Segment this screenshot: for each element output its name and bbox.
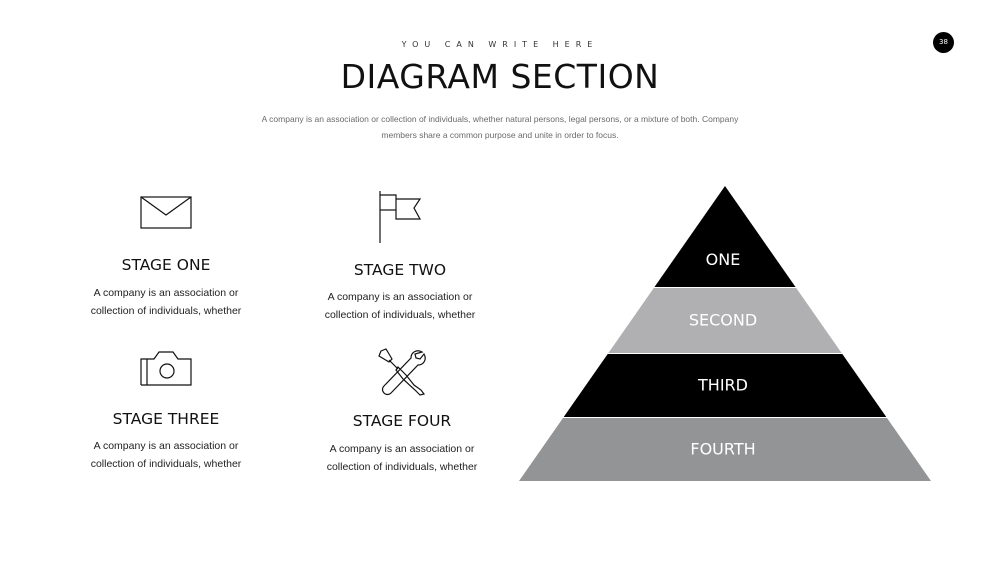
pyramid-level-label: THIRD <box>698 375 748 395</box>
stage-title: STAGE THREE <box>112 410 220 428</box>
pyramid-level-label: SECOND <box>688 310 758 330</box>
page-title: DIAGRAM SECTION <box>340 57 660 96</box>
stage-title: STAGE FOUR <box>352 412 452 430</box>
stage-description-line-2: collection of individuals, whether <box>90 458 242 470</box>
stage-description-line-2: collection of individuals, whether <box>90 305 242 317</box>
pyramid-level-1 <box>654 186 795 287</box>
stage-description-line-2: collection of individuals, whether <box>326 461 478 473</box>
stage-description-line-1: A company is an association or <box>329 443 475 455</box>
eyebrow-text: YOU CAN WRITE HERE <box>401 40 599 49</box>
stage-title: STAGE ONE <box>121 256 211 274</box>
stage-description-line-1: A company is an association or <box>93 287 239 299</box>
stage-description-line-1: A company is an association or <box>327 291 473 303</box>
page-number-badge: 38 <box>933 32 954 53</box>
subtitle-line-2: members share a common purpose and unite in order to focus. <box>381 130 619 140</box>
pyramid-level-label: ONE <box>705 250 741 269</box>
subtitle-line-1: A company is an association or collection of individuals, whether natural persons, legal persons, or a mixture of both. Company <box>261 114 739 124</box>
pyramid-level-label: FOURTH <box>690 439 756 459</box>
stage-description-line-1: A company is an association or <box>93 440 239 452</box>
stage-title: STAGE TWO <box>353 261 447 279</box>
stage-description-line-2: collection of individuals, whether <box>324 309 476 321</box>
